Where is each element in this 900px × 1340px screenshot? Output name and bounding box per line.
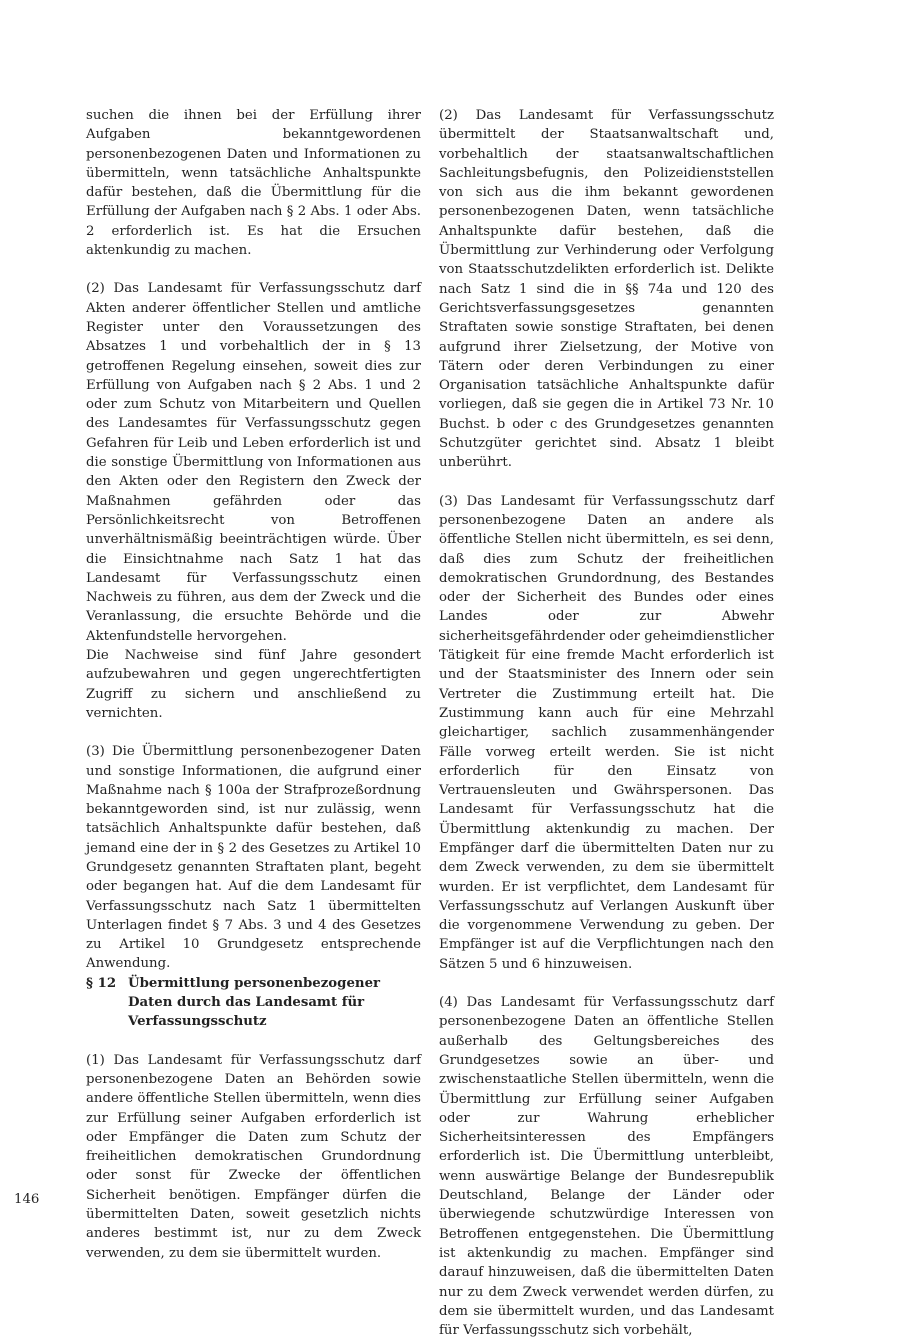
left-paragraph-2: (2) Das Landesamt für Verfassungsschutz darf Akten anderer öffentlicher Stellen und amtliche Register unter den Voraussetzungen des Absatzes 1 und vorbehaltlich der in § 13 getroffenen Regelung einsehen, soweit dies zur Erfüllung von Aufgaben nach § 2 Abs. 1 und 2 oder zum Schutz von Mitarbeitern und Quellen des Landesamtes für Verfassungsschutz gegen Gefahren für Leib und Leben erforderlich ist und die sonstige Übermittlung von Informationen aus den Akten oder den Registern den Zweck der Maßnahmen gefährden oder das Persönlichkeitsrecht von Betroffenen unverhältnismäßig beeinträchtigen würde. Über die Einsichtnahme nach Satz 1 hat das Landesamt für Verfassungsschutz einen Nachweis zu führen, aus dem der Zweck und die Veranlassung, die ersuchte Behörde und die Aktenfundstelle hervorgehen. (86, 281, 421, 644)
left-paragraph-2b: Die Nachweise sind fünf Jahre gesondert aufzubewahren und gegen ungerechtfertigten Zugriff zu sichern und anschließend zu vernichten. (86, 648, 421, 721)
section-heading (86, 974, 421, 1032)
section-heading-number: § 12 (86, 975, 117, 991)
right-paragraph-3: (4) Das Landesamt für Verfassungsschutz darf personenbezogene Daten an öffentliche Stellen außerhalb des Geltungsbereiches des Grundgesetzes sowie an über- und zwischenstaatliche Stellen übermitteln, wenn die Übermittlung zur Erfüllung seiner Aufgaben oder zur Wahrung erheblicher Sicherheitsinteressen des Empfängers erforderlich ist. Die Übermittlung unterbleibt, wenn auswärtige Belange der Bundesrepublik Deutschland, Belange der Länder oder überwiegende schutzwürdige Interessen von Betroffenen entgegenstehen. Die Übermittlung ist aktenkundig zu machen. Empfänger sind darauf hinzuweisen, daß die übermittelten Daten nur zu dem Zweck verwendet werden dürfen, zu dem sie übermittelt wurden, und das Landesamt für Verfassungsschutz sich vorbehält, (439, 995, 774, 1339)
right-paragraph-2: (3) Das Landesamt für Verfassungsschutz darf personenbezogene Daten an andere als öffentliche Stellen nicht übermitteln, es sei denn, daß dies zum Schutz der freiheitlichen demokratischen Grundordnung, des Bestandes oder der Sicherheit des Bundes oder eines Landes oder zur Abwehr sicherheitsgefährdender oder geheimdienstlicher Tätigkeit für eine fremde Macht erforderlich ist und der Staatsminister des Innern oder sein Vertreter die Zustimmung erteilt hat. Die Zustimmung kann auch für eine Mehrzahl gleichartiger, sachlich zusammenhängender Fälle vorweg erteilt werden. Sie ist nicht erforderlich für den Einsatz von Vertrauensleuten und Gwährspersonen. Das Landesamt für Verfassungsschutz hat die Übermittlung aktenkundig zu machen. Der Empfänger darf die übermittelten Daten nur zu dem Zweck verwenden, zu dem sie übermittelt wurden. Er ist verpflichtet, dem Landesamt für Verfassungsschutz auf Verlangen Auskunft über die vorgenommene Verwendung zu geben. Der Empfänger ist auf die Verpflichtungen nach den Sätzen 5 und 6 hinzuweisen. (439, 493, 774, 972)
right-column (439, 106, 774, 1340)
left-column (86, 106, 421, 1263)
section-heading-title: Übermittlung personenbezogener Daten durch das Landesamt für Verfassungsschutz (128, 975, 381, 1030)
page-number: 146 (14, 1192, 40, 1207)
left-paragraph-3: (3) Die Übermittlung personenbezogener Daten und sonstige Informationen, die aufgrund einer Maßnahme nach § 100a der Strafprozeßordnung bekanntgeworden sind, ist nur zulässig, wenn tatsächlich Anhaltspunkte dafür bestehen, daß jemand eine der in § 2 des Gesetzes zu Artikel 10 Grundgesetz genannten Straftaten plant, begeht oder begangen hat. Auf die dem Landesamt für Verfassungsschutz nach Satz 1 übermittelten Unterlagen findet § 7 Abs. 3 und 4 des Gesetzes zu Artikel 10 Grundgesetz entsprechende Anwendung. (86, 744, 421, 972)
left-paragraph-1: suchen die ihnen bei der Erfüllung ihrer Aufgaben bekanntgewordenen personenbezogenen Daten und Informationen zu übermitteln, wenn tatsächliche Anhaltspunkte dafür bestehen, daß die Übermittlung für die Erfüllung der Aufgaben nach § 2 Abs. 1 oder Abs. 2 erforderlich ist. Es hat die Ersuchen aktenkundig zu machen. (86, 108, 421, 259)
left-paragraph-4: (1) Das Landesamt für Verfassungsschutz darf personenbezogene Daten an Behörden sowie andere öffentliche Stellen übermitteln, wenn dies zur Erfüllung seiner Aufgaben erforderlich ist oder Empfänger die Daten zum Schutz der freiheitlichen demokratischen Grundordnung oder sonst für Zwecke der öffentlichen Sicherheit benötigen. Empfänger dürfen die übermittelten Daten, soweit gesetzlich nichts anderes bestimmt ist, nur zu dem Zweck verwenden, zu dem sie übermittelt wurden. (86, 1052, 421, 1261)
right-paragraph-1: (2) Das Landesamt für Verfassungsschutz übermittelt der Staatsanwaltschaft und, vorbehaltlich der staatsanwaltschaftlichen Sachleitungsbefugnis, den Polizeidienststellen von sich aus die ihm bekannt gewordenen personenbezogenen Daten, wenn tatsächliche Anhaltspunkte dafür bestehen, daß die Übermittlung zur Verhinderung oder Verfolgung von Staatsschutzdelikten erforderlich ist. Delikte nach Satz 1 sind die in §§ 74a und 120 des Gerichtsverfassungsgesetzes genannten Straftaten sowie sonstige Straftaten, bei denen aufgrund ihrer Zielsetzung, der Motive von Tätern oder deren Verbindungen zu einer Organisation tatsächliche Anhaltspunkte dafür vorliegen, daß sie gegen die in Artikel 73 Nr. 10 Buchst. b oder c des Grundgesetzes genannten Schutzgüter gerichtet sind. Absatz 1 bleibt unberührt. (439, 108, 774, 471)
